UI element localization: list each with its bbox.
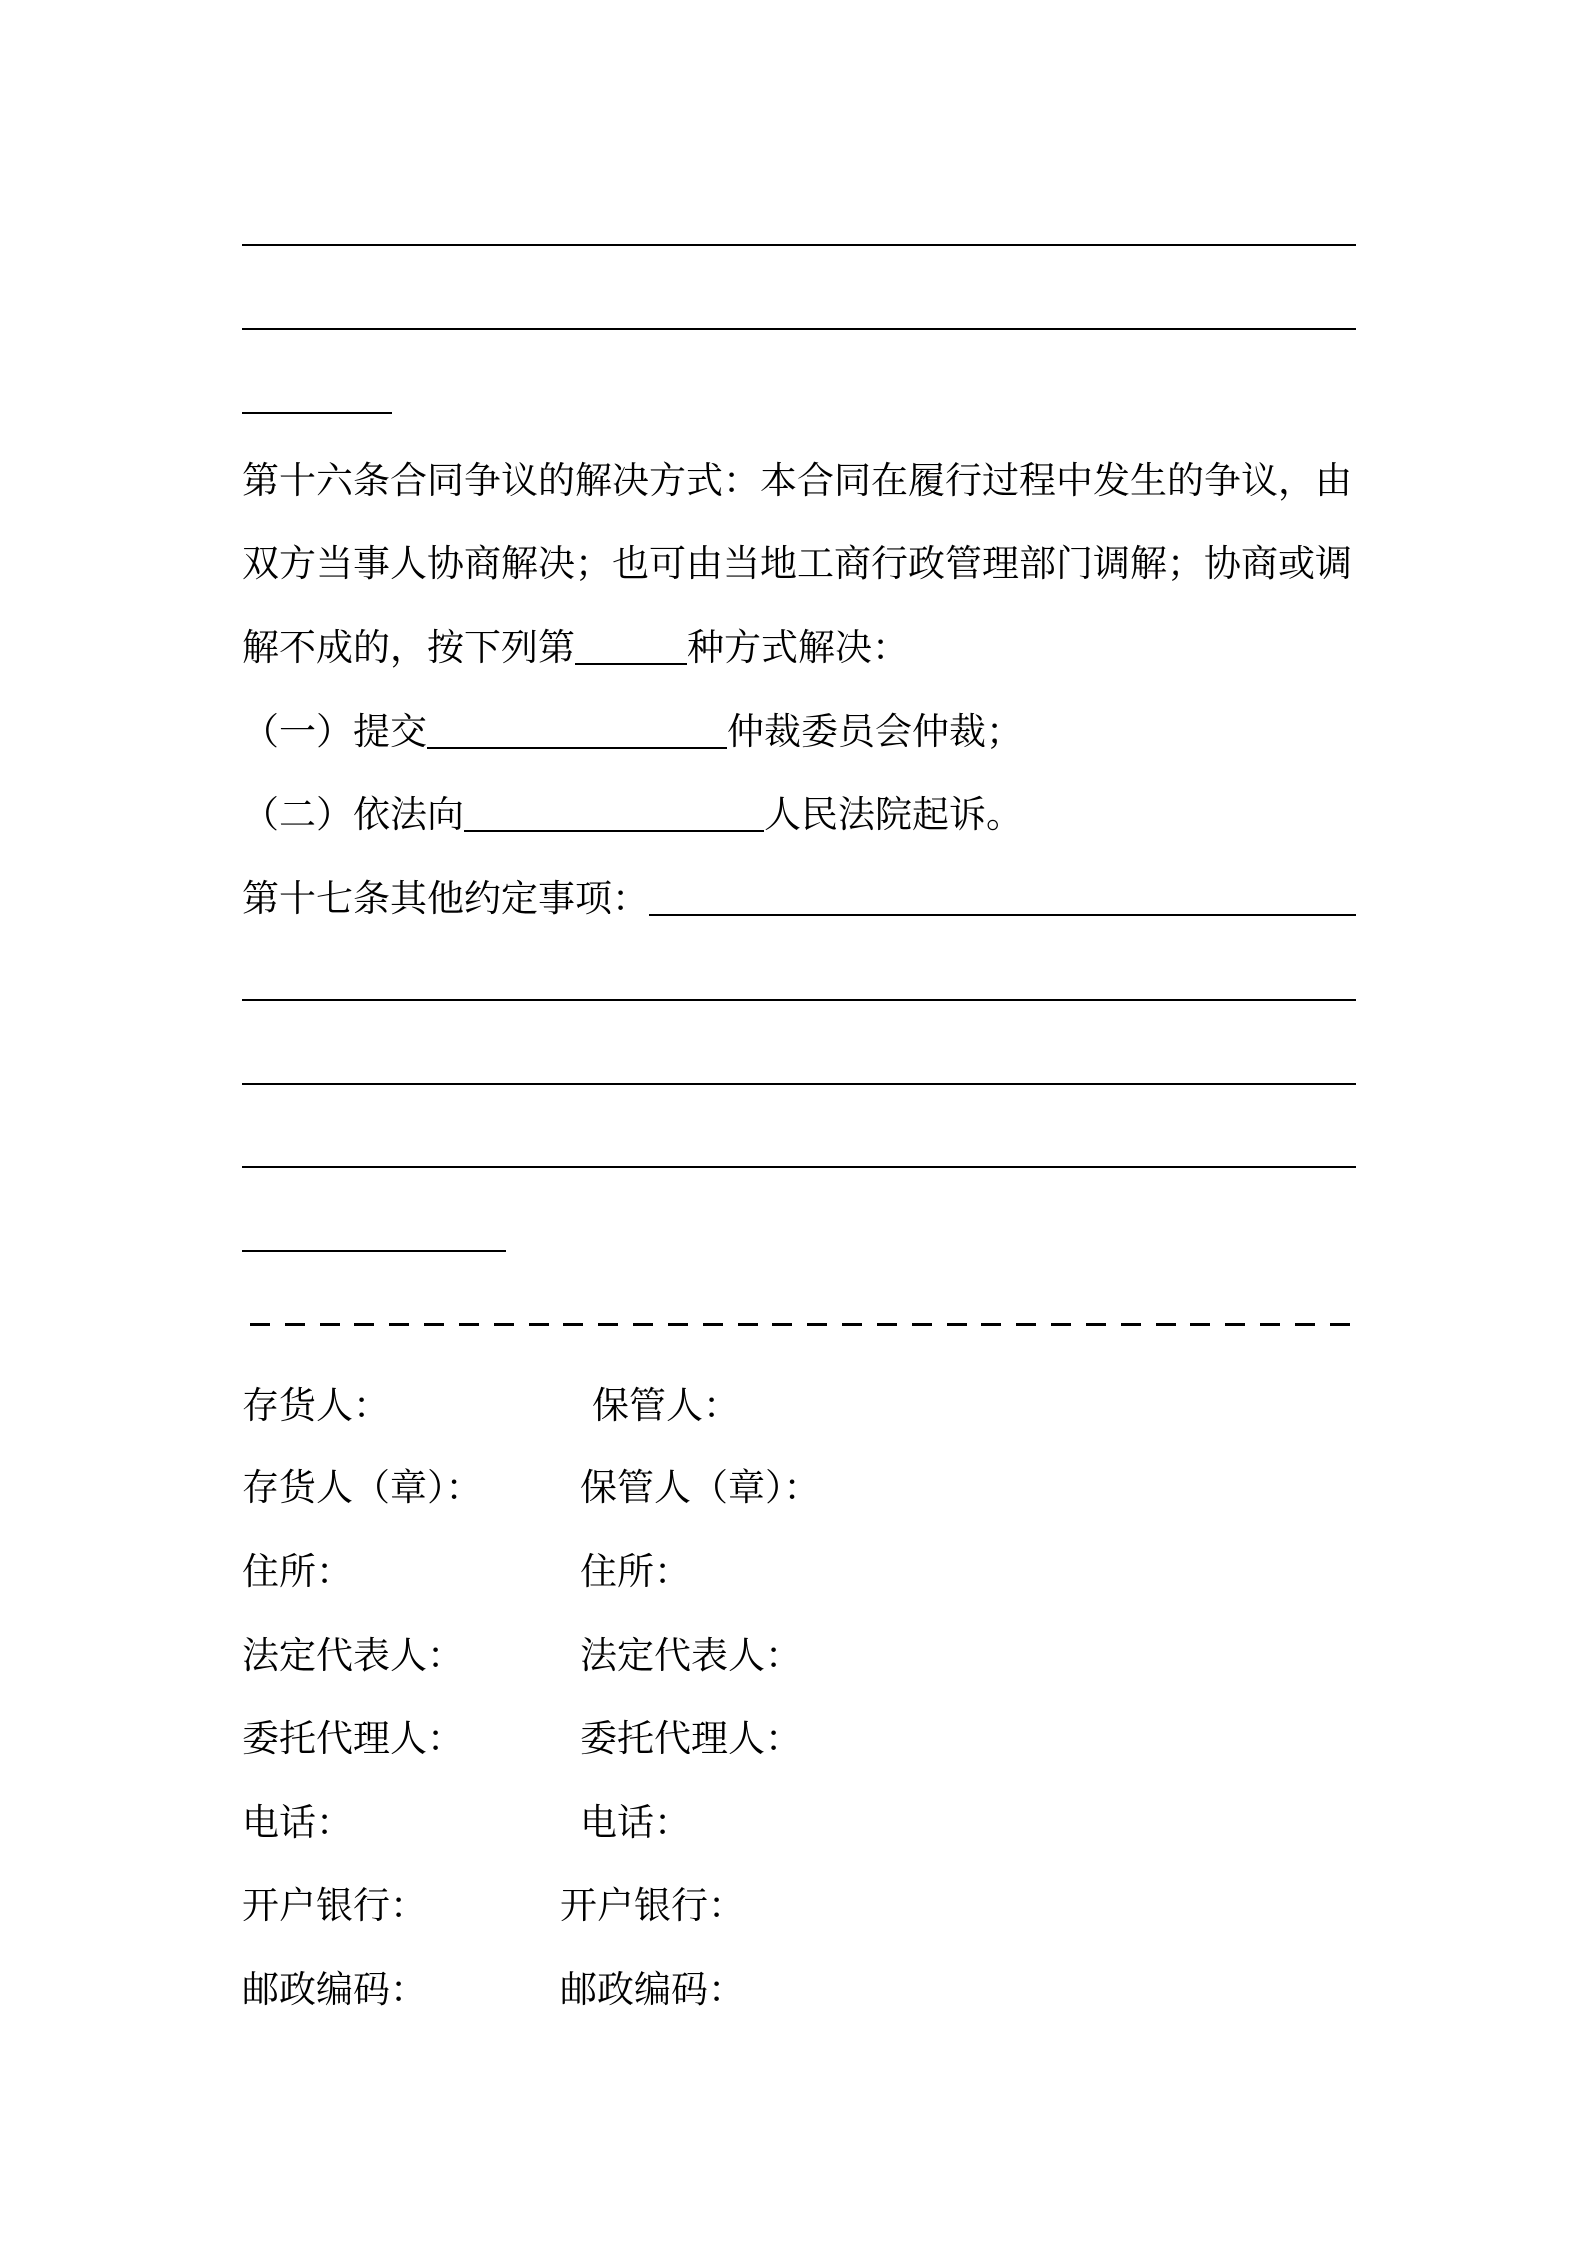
signature-label-right: 邮政编码： <box>560 1968 745 2011</box>
dash-segment <box>1295 1323 1315 1326</box>
option-text: 仲裁委员会仲裁； <box>727 710 1023 753</box>
dash-segment <box>1260 1323 1280 1326</box>
clause16-text: 种方式解决： <box>687 626 909 669</box>
dash-segment <box>877 1323 897 1326</box>
signature-label-right: 开户银行： <box>560 1884 745 1927</box>
dash-segment <box>563 1323 583 1326</box>
clause17-line <box>242 870 1356 928</box>
signature-label-left: 开户银行： <box>242 1884 427 1927</box>
signature-label-right: 委托代理人： <box>580 1717 802 1760</box>
clause16-line1 <box>242 452 1356 510</box>
clause16-text: 双方当事人协商解决；也可由当地工商行政管理部门调解；协商或调 <box>242 542 1352 585</box>
signature-label-right: 住所： <box>580 1550 691 1593</box>
dash-segment <box>354 1323 374 1326</box>
clause16-line2 <box>242 535 1356 593</box>
dash-segment <box>250 1323 270 1326</box>
clause16-line3 <box>242 619 1356 677</box>
signature-label-left: 邮政编码： <box>242 1968 427 2011</box>
dash-segment <box>459 1323 479 1326</box>
blank-field <box>575 623 687 665</box>
dash-segment <box>1121 1323 1141 1326</box>
blank-line <box>242 1083 1356 1085</box>
signature-label-left: 存货人（章）： <box>242 1466 483 1509</box>
signature-label-left: 存货人： <box>242 1384 390 1427</box>
dash-segment <box>494 1323 514 1326</box>
dash-segment <box>1190 1323 1210 1326</box>
signature-label-right: 电话： <box>580 1801 691 1844</box>
signature-label-left: 委托代理人： <box>242 1717 464 1760</box>
dash-segment <box>598 1323 618 1326</box>
dash-segment <box>285 1323 305 1326</box>
signature-label-right: 法定代表人： <box>580 1634 802 1677</box>
dash-segment <box>633 1323 653 1326</box>
blank-line <box>242 1166 1356 1168</box>
dash-segment <box>1225 1323 1245 1326</box>
signature-label-left: 住所： <box>242 1550 353 1593</box>
signature-label-right: 保管人（章）： <box>580 1466 821 1509</box>
signature-label-right: 保管人： <box>592 1384 740 1427</box>
dash-segment <box>912 1323 932 1326</box>
dash-segment <box>529 1323 549 1326</box>
dashed-separator <box>250 1304 1350 1344</box>
dash-segment <box>1016 1323 1036 1326</box>
signature-label-left: 电话： <box>242 1801 353 1844</box>
blank-field <box>427 707 727 749</box>
blank-line <box>242 1250 506 1252</box>
dash-segment <box>842 1323 862 1326</box>
clause16-text: 第十六条合同争议的解决方式：本合同在履行过程中发生的争议，由 <box>242 459 1352 502</box>
blank-field <box>464 790 764 832</box>
signature-label-left: 法定代表人： <box>242 1634 464 1677</box>
blank-line <box>242 412 392 414</box>
option-label: （二）依法向 <box>242 793 464 836</box>
option-text: 人民法院起诉。 <box>764 793 1023 836</box>
dash-segment <box>807 1323 827 1326</box>
dash-segment <box>1051 1323 1071 1326</box>
clause16-text: 解不成的，按下列第 <box>242 626 575 669</box>
dash-segment <box>772 1323 792 1326</box>
dash-segment <box>1330 1323 1350 1326</box>
blank-field <box>649 874 1356 916</box>
dash-segment <box>947 1323 967 1326</box>
blank-line <box>242 328 1356 330</box>
dash-segment <box>320 1323 340 1326</box>
blank-line <box>242 244 1356 246</box>
dash-segment <box>981 1323 1001 1326</box>
dash-segment <box>389 1323 409 1326</box>
dash-segment <box>738 1323 758 1326</box>
option-one <box>242 703 1356 761</box>
dash-segment <box>424 1323 444 1326</box>
blank-line <box>242 999 1356 1001</box>
dash-segment <box>668 1323 688 1326</box>
option-label: （一）提交 <box>242 710 427 753</box>
dash-segment <box>703 1323 723 1326</box>
dash-segment <box>1156 1323 1176 1326</box>
clause17-label: 第十七条其他约定事项： <box>242 877 649 920</box>
option-two <box>242 786 1356 844</box>
dash-segment <box>1086 1323 1106 1326</box>
